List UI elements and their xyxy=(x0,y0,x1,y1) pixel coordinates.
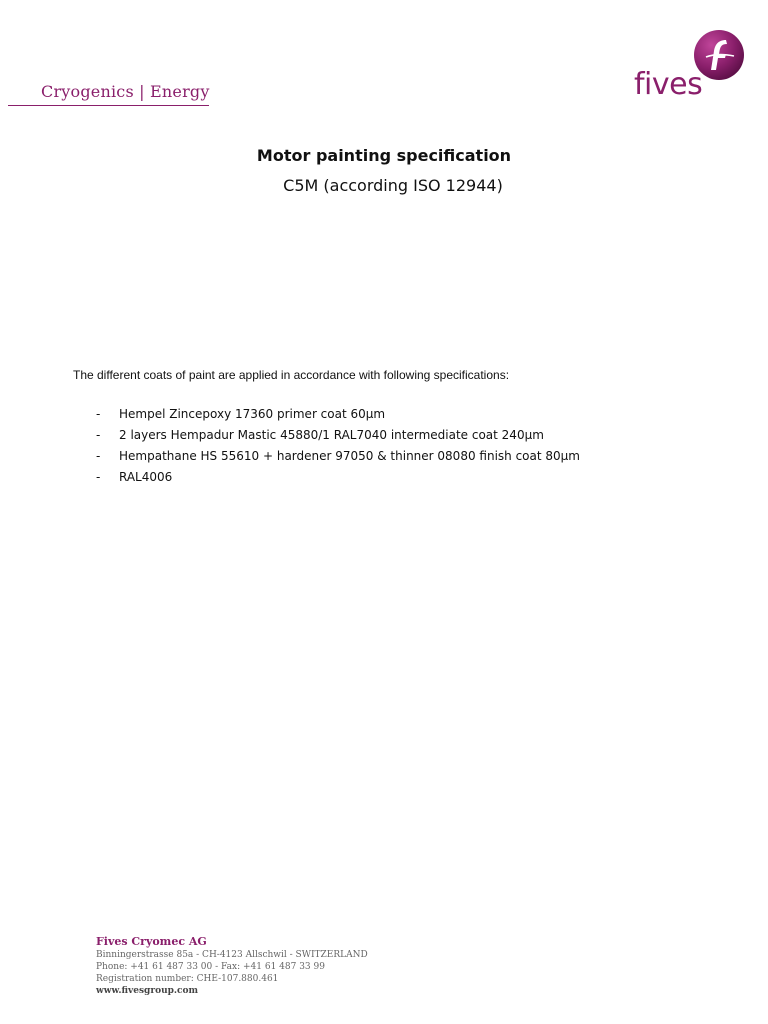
list-dash: - xyxy=(96,470,101,484)
specification-list xyxy=(96,404,580,488)
footer-phone: Phone: +41 61 487 33 00 - Fax: +41 61 487 33 99 xyxy=(96,962,325,972)
fives-logo xyxy=(630,28,750,110)
fives-logo-text: fives xyxy=(634,67,703,102)
footer-company-name: Fives Cryomec AG xyxy=(96,935,207,948)
document-subtitle: C5M (according ISO 12944) xyxy=(283,176,503,195)
list-item-text: Hempathane HS 55610 + hardener 97050 & thinner 08080 finish coat 80µm xyxy=(119,449,580,463)
intro-paragraph: The different coats of paint are applied in accordance with following specifications: xyxy=(73,368,510,382)
list-item-text: RAL4006 xyxy=(119,470,173,484)
footer-address: Binningerstrasse 85a - CH-4123 Allschwil - SWITZERLAND xyxy=(96,950,368,960)
footer-website[interactable]: www.fivesgroup.com xyxy=(96,986,199,996)
tagline-divider xyxy=(8,105,209,106)
list-dash: - xyxy=(96,449,101,463)
list-item xyxy=(96,404,580,425)
list-item xyxy=(96,446,580,467)
company-tagline: Cryogenics | Energy xyxy=(41,82,210,101)
footer xyxy=(96,934,368,997)
list-item xyxy=(96,425,580,446)
list-item-text: Hempel Zincepoxy 17360 primer coat 60µm xyxy=(119,407,386,421)
document-title: Motor painting specification xyxy=(256,146,512,165)
list-dash: - xyxy=(96,428,101,442)
list-dash: - xyxy=(96,407,101,421)
footer-registration: Registration number: CHE-107.880.461 xyxy=(96,974,279,984)
list-item-text: 2 layers Hempadur Mastic 45880/1 RAL7040 intermediate coat 240µm xyxy=(119,428,544,442)
list-item xyxy=(96,467,580,488)
